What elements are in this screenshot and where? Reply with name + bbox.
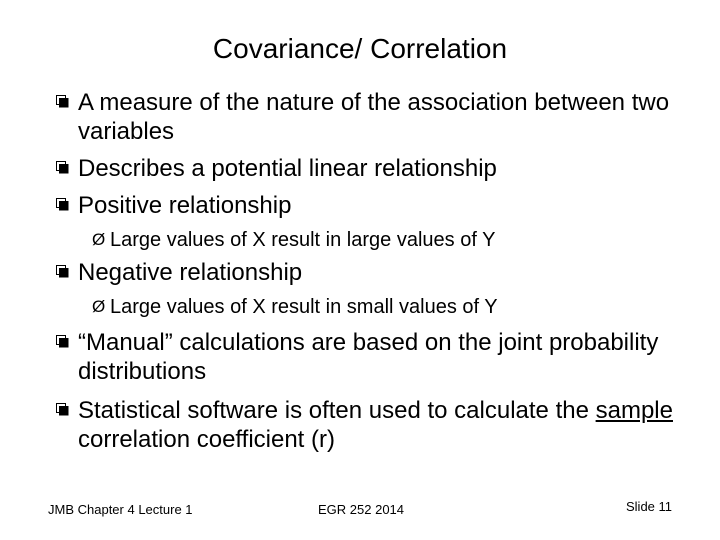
sub-bullet-text: Large values of X result in small values of Y — [110, 296, 498, 318]
arrow-right-icon: Ø — [92, 230, 106, 249]
checkbox-square-icon — [56, 265, 69, 278]
checkbox-square-icon — [56, 403, 69, 416]
bullet-text — [60, 396, 700, 454]
sub-bullet-item — [92, 228, 712, 252]
bullet-text: A measure of the nature of the association between two variables — [78, 89, 670, 145]
checkbox-square-icon — [56, 198, 69, 211]
bullet-item — [60, 88, 700, 146]
bullet-item — [60, 396, 700, 454]
sub-bullet-text: Large values of X result in large values of Y — [110, 229, 496, 251]
bullet-text: Positive relationship — [78, 192, 292, 219]
bullet-text: Negative relationship — [78, 259, 303, 286]
footer-center: EGR 252 2014 — [318, 502, 405, 517]
footer-left: JMB Chapter 4 Lecture 1 — [48, 502, 193, 517]
footer-slide-number: Slide 11 — [626, 499, 673, 514]
checkbox-square-icon — [56, 335, 69, 348]
checkbox-square-icon — [56, 95, 69, 108]
bullet-text-pre: Statistical software is often used to calculate the — [78, 397, 596, 424]
bullet-item — [60, 154, 700, 183]
arrow-right-icon: Ø — [92, 297, 106, 316]
bullet-item — [60, 328, 700, 386]
checkbox-square-icon — [56, 161, 69, 174]
underlined-word: sample — [595, 397, 673, 424]
bullet-text-post: correlation coefficient (r) — [78, 426, 335, 453]
bullet-item — [60, 258, 700, 287]
bullet-item — [60, 191, 700, 220]
slide-title: Covariance/ Correlation — [212, 33, 508, 64]
sub-bullet-item — [92, 295, 712, 319]
bullet-text: “Manual” calculations are based on the joint probability distributions — [78, 329, 659, 385]
bullet-text: Describes a potential linear relationship — [78, 155, 497, 182]
